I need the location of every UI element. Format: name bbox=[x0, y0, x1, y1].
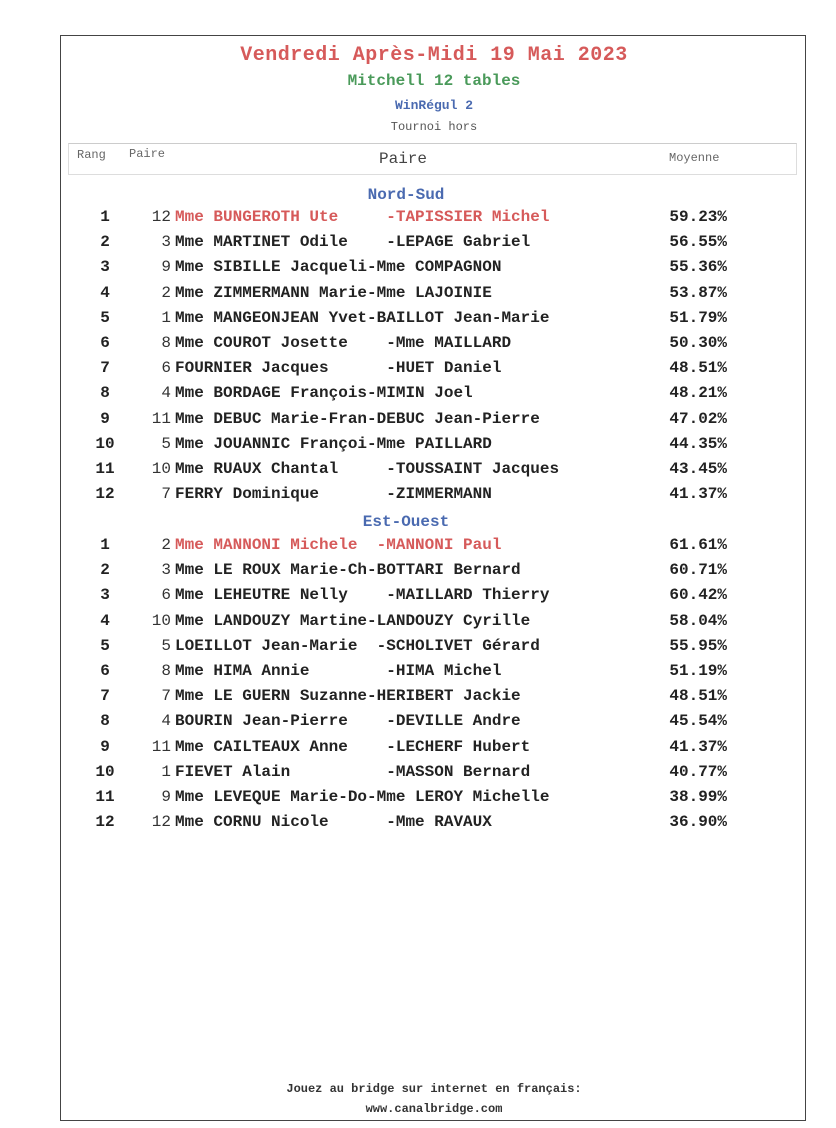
pair-number-cell: 10 bbox=[151, 460, 171, 478]
rank-cell: 6 bbox=[100, 334, 110, 352]
pair-names-cell: Mme ZIMMERMANN Marie-Mme LAJOINIE bbox=[175, 283, 492, 302]
rank-cell: 3 bbox=[100, 258, 110, 277]
pair-names-cell: Mme MANGEONJEAN Yvet-BAILLOT Jean-Marie bbox=[175, 308, 550, 327]
est-ouest-row bbox=[61, 788, 807, 810]
pair-names-cell: Mme MARTINET Odile -LEPAGE Gabriel bbox=[175, 233, 531, 252]
nord-sud-row bbox=[61, 233, 807, 255]
footer-promo: Jouez au bridge sur internet en français: bbox=[286, 1082, 582, 1096]
est-ouest-row bbox=[61, 561, 807, 583]
pair-number-cell: 7 bbox=[161, 687, 171, 706]
average-cell: 40.77% bbox=[669, 762, 727, 781]
pair-number-cell: 4 bbox=[161, 712, 171, 731]
rank-cell: 9 bbox=[100, 409, 110, 428]
rank-cell: 8 bbox=[100, 384, 110, 403]
nord-sud-row bbox=[61, 208, 807, 230]
est-ouest-row bbox=[61, 738, 807, 760]
rank-cell: 10 bbox=[95, 762, 115, 781]
pair-number-cell: 9 bbox=[161, 258, 171, 277]
pair-names-cell: Mme CAILTEAUX Anne -LECHERF Hubert bbox=[175, 737, 531, 756]
rank-cell: 11 bbox=[95, 460, 115, 478]
average-cell: 47.02% bbox=[669, 409, 727, 428]
section-est-ouest: Est-Ouest bbox=[362, 513, 450, 531]
pair-names-cell: Mme JOUANNIC Françoi-Mme PAILLARD bbox=[175, 434, 492, 453]
pair-names-cell: BOURIN Jean-Pierre -DEVILLE Andre bbox=[175, 712, 521, 731]
pair-number-cell: 12 bbox=[151, 208, 171, 226]
page-title: Vendredi Après-Midi 19 Mai 2023 bbox=[240, 44, 628, 67]
average-cell: 38.99% bbox=[669, 788, 727, 806]
nord-sud-row bbox=[61, 384, 807, 406]
pair-names-cell: Mme LE GUERN Suzanne-HERIBERT Jackie bbox=[175, 687, 521, 706]
pair-number-cell: 1 bbox=[161, 762, 171, 781]
pair-number-cell: 7 bbox=[161, 485, 171, 504]
average-cell: 36.90% bbox=[669, 813, 727, 832]
pair-number-cell: 6 bbox=[161, 359, 171, 378]
pair-number-cell: 9 bbox=[161, 788, 171, 806]
pair-names-cell: Mme BUNGEROTH Ute -TAPISSIER Michel bbox=[175, 208, 550, 226]
movement-subtitle: Mitchell 12 tables bbox=[347, 72, 521, 90]
average-cell: 50.30% bbox=[669, 334, 727, 352]
rank-cell: 5 bbox=[100, 308, 110, 327]
rank-cell: 12 bbox=[95, 813, 115, 832]
rank-cell: 10 bbox=[95, 434, 115, 453]
pair-names-cell: FOURNIER Jacques -HUET Daniel bbox=[175, 359, 502, 378]
rank-cell: 1 bbox=[100, 536, 110, 554]
est-ouest-row bbox=[61, 612, 807, 634]
average-cell: 48.51% bbox=[669, 687, 727, 706]
average-cell: 58.04% bbox=[669, 611, 727, 630]
pair-names-cell: FERRY Dominique -ZIMMERMANN bbox=[175, 485, 492, 504]
nord-sud-row bbox=[61, 485, 807, 507]
average-cell: 61.61% bbox=[669, 536, 727, 554]
average-cell: 60.42% bbox=[669, 586, 727, 605]
pair-number-cell: 8 bbox=[161, 662, 171, 680]
pair-names-cell: LOEILLOT Jean-Marie -SCHOLIVET Gérard bbox=[175, 636, 540, 655]
rank-cell: 3 bbox=[100, 586, 110, 605]
average-cell: 41.37% bbox=[669, 737, 727, 756]
footer-url[interactable]: www.canalbridge.com bbox=[365, 1102, 503, 1116]
rank-cell: 8 bbox=[100, 712, 110, 731]
pair-number-cell: 8 bbox=[161, 334, 171, 352]
est-ouest-row bbox=[61, 637, 807, 659]
average-cell: 43.45% bbox=[669, 460, 727, 478]
pair-number-cell: 1 bbox=[161, 308, 171, 327]
pair-number-cell: 12 bbox=[151, 813, 171, 832]
pair-number-cell: 5 bbox=[161, 434, 171, 453]
nord-sud-row bbox=[61, 410, 807, 432]
column-header-rang: Rang bbox=[77, 148, 106, 162]
pair-names-cell: Mme SIBILLE Jacqueli-Mme COMPAGNON bbox=[175, 258, 502, 277]
nord-sud-row bbox=[61, 284, 807, 306]
pair-number-cell: 4 bbox=[161, 384, 171, 403]
pair-number-cell: 3 bbox=[161, 233, 171, 252]
pair-names-cell: Mme LE ROUX Marie-Ch-BOTTARI Bernard bbox=[175, 561, 521, 580]
average-cell: 48.51% bbox=[669, 359, 727, 378]
est-ouest-row bbox=[61, 712, 807, 734]
average-cell: 41.37% bbox=[669, 485, 727, 504]
average-cell: 53.87% bbox=[669, 283, 727, 302]
pair-names-cell: Mme COUROT Josette -Mme MAILLARD bbox=[175, 334, 512, 352]
section-nord-sud: Nord-Sud bbox=[367, 186, 445, 204]
rank-cell: 2 bbox=[100, 561, 110, 580]
average-cell: 51.19% bbox=[669, 662, 727, 680]
software-label: WinRégul 2 bbox=[394, 98, 473, 113]
nord-sud-row bbox=[61, 435, 807, 457]
pair-names-cell: Mme LEVEQUE Marie-Do-Mme LEROY Michelle bbox=[175, 788, 550, 806]
results-sheet bbox=[60, 35, 806, 1121]
rank-cell: 7 bbox=[100, 687, 110, 706]
rank-cell: 2 bbox=[100, 233, 110, 252]
est-ouest-row bbox=[61, 687, 807, 709]
nord-sud-row bbox=[61, 460, 807, 482]
pair-number-cell: 3 bbox=[161, 561, 171, 580]
nord-sud-row bbox=[61, 309, 807, 331]
average-cell: 45.54% bbox=[669, 712, 727, 731]
rank-cell: 9 bbox=[100, 737, 110, 756]
rank-cell: 5 bbox=[100, 636, 110, 655]
average-cell: 56.55% bbox=[669, 233, 727, 252]
est-ouest-row bbox=[61, 586, 807, 608]
rank-cell: 12 bbox=[95, 485, 115, 504]
pair-number-cell: 5 bbox=[161, 636, 171, 655]
pair-names-cell: Mme BORDAGE François-MIMIN Joel bbox=[175, 384, 473, 403]
average-cell: 60.71% bbox=[669, 561, 727, 580]
column-header-pair: Paire bbox=[379, 150, 428, 168]
rank-cell: 6 bbox=[100, 662, 110, 680]
column-header-row bbox=[68, 143, 797, 175]
average-cell: 55.36% bbox=[669, 258, 727, 277]
pair-names-cell: Mme DEBUC Marie-Fran-DEBUC Jean-Pierre bbox=[175, 409, 540, 428]
est-ouest-row bbox=[61, 763, 807, 785]
nord-sud-row bbox=[61, 359, 807, 381]
pair-names-cell: Mme RUAUX Chantal -TOUSSAINT Jacques bbox=[175, 460, 560, 478]
pair-names-cell: Mme MANNONI Michele -MANNONI Paul bbox=[175, 536, 502, 554]
pair-number-cell: 2 bbox=[161, 536, 171, 554]
pair-number-cell: 11 bbox=[151, 737, 171, 756]
nord-sud-row bbox=[61, 334, 807, 356]
column-header-pair-number: Paire bbox=[129, 147, 166, 161]
pair-number-cell: 6 bbox=[161, 586, 171, 605]
pair-names-cell: Mme HIMA Annie -HIMA Michel bbox=[175, 662, 502, 680]
rank-cell: 4 bbox=[100, 611, 110, 630]
est-ouest-row bbox=[61, 662, 807, 684]
pair-number-cell: 2 bbox=[161, 283, 171, 302]
tournament-label: Tournoi hors bbox=[390, 120, 478, 134]
rank-cell: 11 bbox=[95, 788, 115, 806]
rank-cell: 1 bbox=[100, 208, 110, 226]
average-cell: 44.35% bbox=[669, 434, 727, 453]
pair-number-cell: 10 bbox=[151, 611, 171, 630]
nord-sud-row bbox=[61, 258, 807, 280]
average-cell: 51.79% bbox=[669, 308, 727, 327]
average-cell: 59.23% bbox=[669, 208, 727, 226]
pair-names-cell: Mme CORNU Nicole -Mme RAVAUX bbox=[175, 813, 492, 832]
pair-names-cell: Mme LEHEUTRE Nelly -MAILLARD Thierry bbox=[175, 586, 550, 605]
est-ouest-row bbox=[61, 813, 807, 835]
rank-cell: 4 bbox=[100, 283, 110, 302]
rank-cell: 7 bbox=[100, 359, 110, 378]
average-cell: 48.21% bbox=[669, 384, 727, 403]
pair-names-cell: FIEVET Alain -MASSON Bernard bbox=[175, 762, 531, 781]
est-ouest-row bbox=[61, 536, 807, 558]
average-cell: 55.95% bbox=[669, 636, 727, 655]
column-header-average: Moyenne bbox=[669, 151, 720, 165]
pair-number-cell: 11 bbox=[151, 409, 171, 428]
pair-names-cell: Mme LANDOUZY Martine-LANDOUZY Cyrille bbox=[175, 611, 531, 630]
